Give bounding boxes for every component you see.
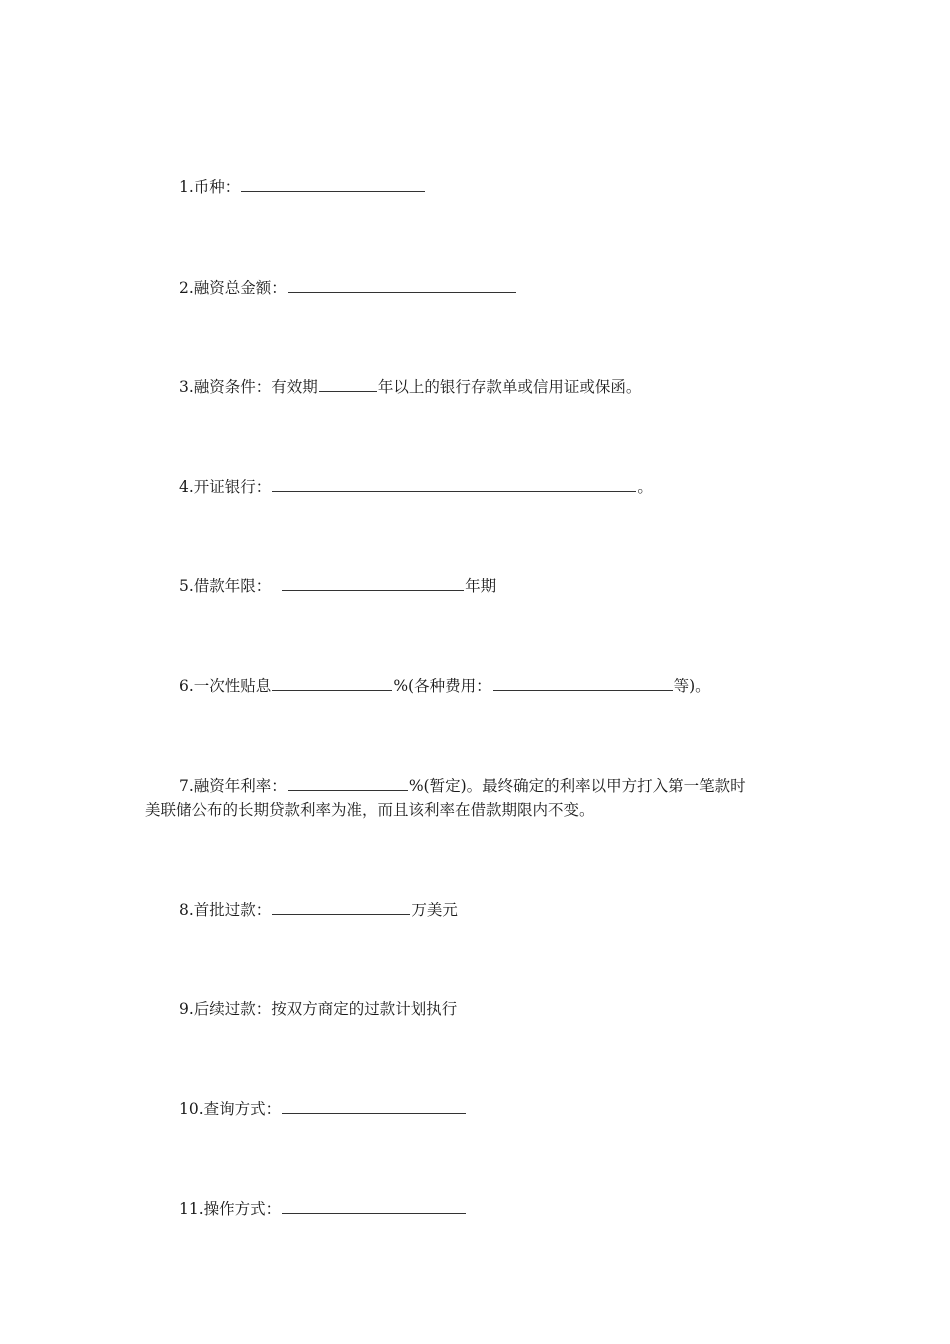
blank-field[interactable] (282, 1097, 466, 1114)
blank-field[interactable] (282, 574, 464, 591)
blank-field[interactable] (288, 774, 408, 791)
clause-label: 后续过款：按双方商定的过款计划执行 (193, 1000, 458, 1018)
clause-number: 4. (179, 478, 194, 496)
clause-discount-interest (145, 674, 825, 698)
blank-field[interactable] (272, 674, 392, 691)
clause-number: 3. (179, 378, 194, 396)
clause-operation-method (145, 1197, 825, 1221)
clause-financing-conditions (145, 375, 825, 399)
clause-subsequent-payments (145, 997, 825, 1021)
blank-field[interactable] (288, 276, 516, 293)
clause-text: 等)。 (673, 677, 711, 695)
clause-label: 操作方式： (203, 1200, 282, 1218)
blank-field[interactable] (282, 1197, 466, 1214)
clause-issuing-bank (145, 475, 825, 499)
clause-label: 查询方式： (203, 1100, 282, 1118)
clause-number: 11. (179, 1200, 204, 1218)
clause-label: 开证银行： (193, 478, 272, 496)
clause-text-continued: 美联储公布的长期贷款利率为准，而且该利率在借款期限内不变。 (145, 801, 595, 819)
clause-currency (145, 175, 825, 199)
clause-number: 8. (179, 901, 194, 919)
blank-field[interactable] (319, 375, 377, 392)
blank-field[interactable] (272, 898, 410, 915)
clause-number: 6. (179, 677, 194, 695)
clause-first-payment (145, 898, 825, 922)
clause-label: 融资总金额： (193, 279, 287, 297)
clause-number: 10. (179, 1100, 204, 1118)
clause-number: 1. (179, 178, 194, 196)
blank-field[interactable] (272, 475, 636, 492)
clause-label: 一次性贴息 (193, 677, 272, 695)
clause-annual-rate (145, 774, 825, 822)
clause-inquiry-method (145, 1097, 825, 1121)
clause-number: 5. (179, 577, 194, 595)
clause-label: 首批过款： (193, 901, 272, 919)
clause-text: %(暂定)。最终确定的利率以甲方打入第一笔款时 (408, 777, 746, 795)
clause-label: 借款年限： (193, 577, 272, 595)
clause-total-amount (145, 276, 825, 300)
clause-text: 年以上的银行存款单或信用证或保函。 (377, 378, 642, 396)
clause-label: 融资年利率： (193, 777, 287, 795)
clause-text: %(各种费用： (393, 677, 492, 695)
blank-field[interactable] (241, 175, 425, 192)
clause-text: 。 (637, 478, 653, 496)
clause-text: 年期 (465, 577, 497, 595)
blank-field[interactable] (493, 674, 673, 691)
clause-number: 7. (179, 777, 194, 795)
clause-text: 万美元 (411, 901, 458, 919)
clause-label: 融资条件：有效期 (193, 378, 318, 396)
clause-number: 2. (179, 279, 194, 297)
clause-number: 9. (179, 1000, 194, 1018)
clause-loan-term (145, 574, 825, 598)
clause-label: 币种： (193, 178, 241, 196)
